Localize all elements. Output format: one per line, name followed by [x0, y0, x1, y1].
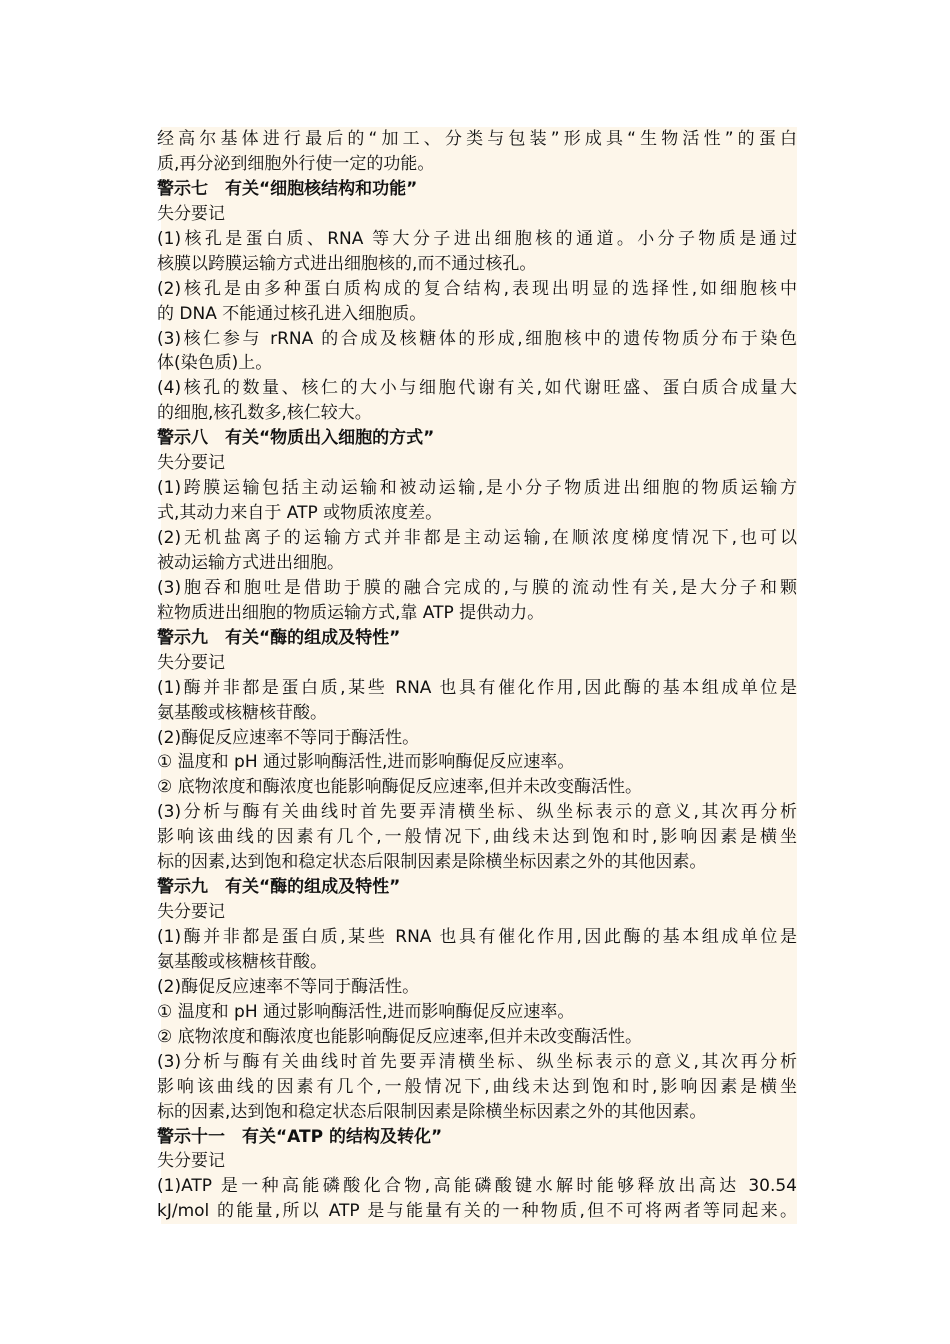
section-heading: 警示九 有关“酶的组成及特性” [157, 626, 797, 651]
text-line: (1)核孔是蛋白质、RNA 等大分子进出细胞核的通道。小分子物质是通过 [157, 227, 797, 252]
text-line: ② 底物浓度和酶浓度也能影响酶促反应速率,但并未改变酶活性。 [157, 1025, 797, 1050]
text-line: (2)酶促反应速率不等同于酶活性。 [157, 726, 797, 751]
text-line: 的 DNA 不能通过核孔进入细胞质。 [157, 302, 797, 327]
text-line: 标的因素,达到饱和稳定状态后限制因素是除横坐标因素之外的其他因素。 [157, 1100, 797, 1125]
text-line: 失分要记 [157, 1149, 797, 1174]
text-line: 氨基酸或核糖核苷酸。 [157, 701, 797, 726]
text-line: 影响该曲线的因素有几个,一般情况下,曲线未达到饱和时,影响因素是横坐 [157, 1075, 797, 1100]
text-line: (3)核仁参与 rRNA 的合成及核糖体的形成,细胞核中的遗传物质分布于染色 [157, 327, 797, 352]
text-line: 影响该曲线的因素有几个,一般情况下,曲线未达到饱和时,影响因素是横坐 [157, 825, 797, 850]
text-line: 标的因素,达到饱和稳定状态后限制因素是除横坐标因素之外的其他因素。 [157, 850, 797, 875]
text-line: (2)酶促反应速率不等同于酶活性。 [157, 975, 797, 1000]
text-line: 粒物质进出细胞的物质运输方式,靠 ATP 提供动力。 [157, 601, 797, 626]
text-line: 氨基酸或核糖核苷酸。 [157, 950, 797, 975]
text-line: 质,再分泌到细胞外行使一定的功能。 [157, 152, 797, 177]
text-line: ① 温度和 pH 通过影响酶活性,进而影响酶促反应速率。 [157, 1000, 797, 1025]
document-body [157, 127, 797, 1224]
text-line: 经高尔基体进行最后的“加工、分类与包装”形成具“生物活性”的蛋白 [157, 127, 797, 152]
section-heading: 警示九 有关“酶的组成及特性” [157, 875, 797, 900]
text-line: 式,其动力来自于 ATP 或物质浓度差。 [157, 501, 797, 526]
text-line: 的细胞,核孔数多,核仁较大。 [157, 401, 797, 426]
text-line: 失分要记 [157, 451, 797, 476]
text-line: ② 底物浓度和酶浓度也能影响酶促反应速率,但并未改变酶活性。 [157, 775, 797, 800]
text-line: (2)核孔是由多种蛋白质构成的复合结构,表现出明显的选择性,如细胞核中 [157, 277, 797, 302]
text-line: (3)分析与酶有关曲线时首先要弄清横坐标、纵坐标表示的意义,其次再分析 [157, 800, 797, 825]
text-line: (1)酶并非都是蛋白质,某些 RNA 也具有催化作用,因此酶的基本组成单位是 [157, 925, 797, 950]
section-heading: 警示七 有关“细胞核结构和功能” [157, 177, 797, 202]
text-line: 体(染色质)上。 [157, 351, 797, 376]
text-line: (2)无机盐离子的运输方式并非都是主动运输,在顺浓度梯度情况下,也可以 [157, 526, 797, 551]
text-line: 核膜以跨膜运输方式进出细胞核的,而不通过核孔。 [157, 252, 797, 277]
text-line: (3)分析与酶有关曲线时首先要弄清横坐标、纵坐标表示的意义,其次再分析 [157, 1050, 797, 1075]
text-line: (1)酶并非都是蛋白质,某些 RNA 也具有催化作用,因此酶的基本组成单位是 [157, 676, 797, 701]
text-line: (1)ATP 是一种高能磷酸化合物,高能磷酸键水解时能够释放出高达 30.54 [157, 1174, 797, 1199]
text-line: 被动运输方式进出细胞。 [157, 551, 797, 576]
text-line: 失分要记 [157, 651, 797, 676]
text-line: (1)跨膜运输包括主动运输和被动运输,是小分子物质进出细胞的物质运输方 [157, 476, 797, 501]
text-line: 失分要记 [157, 900, 797, 925]
text-line: ① 温度和 pH 通过影响酶活性,进而影响酶促反应速率。 [157, 750, 797, 775]
text-line: kJ/mol 的能量,所以 ATP 是与能量有关的一种物质,但不可将两者等同起来。 [157, 1199, 797, 1224]
text-line: 失分要记 [157, 202, 797, 227]
text-line: (4)核孔的数量、核仁的大小与细胞代谢有关,如代谢旺盛、蛋白质合成量大 [157, 376, 797, 401]
section-heading: 警示八 有关“物质出入细胞的方式” [157, 426, 797, 451]
section-heading: 警示十一 有关“ATP 的结构及转化” [157, 1125, 797, 1150]
text-line: (3)胞吞和胞吐是借助于膜的融合完成的,与膜的流动性有关,是大分子和颗 [157, 576, 797, 601]
